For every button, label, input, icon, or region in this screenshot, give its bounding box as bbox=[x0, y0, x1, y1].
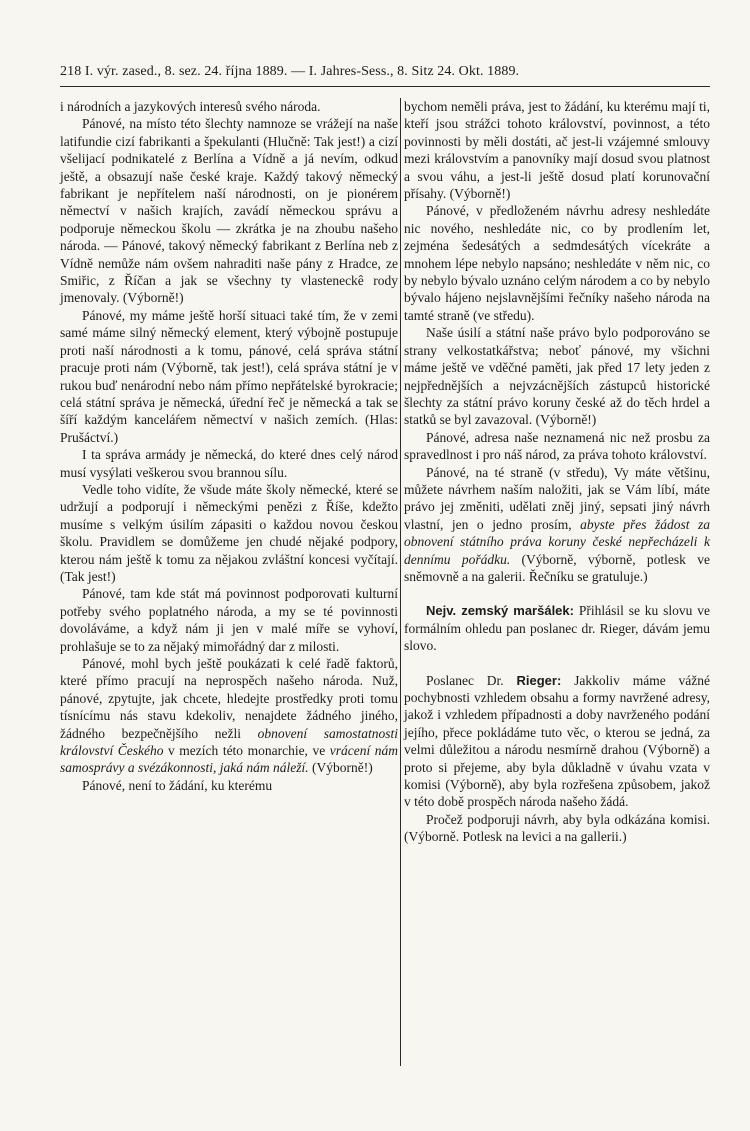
paragraph: Naše úsilí a státní naše právo bylo podporováno se strany velkostatkářstva; neboť pánové, my všichni máme ještě ve vděčné paměti, jak před 17 lety jeden z nejpřednějších a nejvzácnějších zástupců historické šlechty za státní právo koruny české až do těch hrdel a statků se byl zavazoval. (Výborně!) bbox=[404, 325, 710, 428]
paragraph: Pánové, není to žádání, ku kterému bbox=[82, 777, 273, 793]
header-rule bbox=[60, 86, 710, 87]
paragraph: Poslanec Dr. Rieger: Jakkoliv máme vážné pochybnosti vzhledem obsahu a formy navržené adresy, jakož i vzhledem případnosti a doby navrženého podání jejího, přece pokládáme tuto věc, o kterou se jedná, za velmi důležitou a národu nesmírně drahou (Výborně) a proto si přejeme, aby byla důkladně v úvahu vzata v komisi (Výborně), aby byla rozřešena způsobem, jakož v této době prospěch národa našeho žádá. bbox=[404, 672, 710, 810]
paragraph: Pánové, na té straně (v středu), Vy máte většinu, můžete návrhem naším naložiti, jak se Vám líbí, máte právo jej změniti, udělati zněj jiný, sepsati jiný návrh vlastní, jen o jedno prosím, abyste přes žádost za obnovení státního práva koruny české nepřecházeli k dennímu pořádku. (Výborně, výborně, potlesk ve sněmovně a na galerii. Řečníku se gratuluje.) bbox=[404, 464, 711, 584]
paragraph: Pročež podporuji návrh, aby byla odkázána komisi. (Výborně. Potlesk na levici a na gallerii.) bbox=[404, 811, 710, 845]
paragraph: Vedle toho vidíte, že všude máte školy německé, které se udržují a podporují i německými penězi z Říše, kdežto musíme s velkým úsilím zápasiti o každou novou českou školu. Pravidlem se domůžeme jen chudé nějaké podpory, kterou nám ještě k tomu za nějakou zvláštní koncesi vyčítají. (Tak jest!) bbox=[60, 481, 398, 584]
paragraph: Pánové, mohl bych ještě poukázati k celé řadě faktorů, které přímo pracují na neprospěch našeho národa. Nuž, pánové, zpytujte, jak chcete, hledejte prostředky proti tomu tísnícímu nás stavu kdekoliv, nenajdete žádného jiného, žádného bezpečnějšího nežli obnovení samostatnosti království Českého v mezích této monarchie, ve vrácení nám samosprávy a svézákonnosti, jaká nám náleží. (Výborně!) bbox=[60, 656, 398, 776]
paragraph: Pánové, na místo této šlechty namnoze se vrážejí na naše latifundie cizí fabrikanti a špekulanti (Hlučně: Tak jest!) a cizí všelijací podnikatelé z Berlína a Vídně a já nevím, odkud ještě, a obsazují naše české kraje. Každý takový německý fabrikant je nepřítelem naší národnosti, on je pionérem němectví v našich krajích, zavádí německou správu a podporuje německou školu — zkrátka je na zhoubu našeho národa. — Pánové, takový německý fabrikant z Berlína neb z Vídně nemůže nám ovšem nahraditi naše pány z Hradce, ze Smiřic, z Říčan a jak se všechny ty vlasteneckê rody jmenovaly. (Výborně!) bbox=[60, 116, 398, 306]
paragraph: Pánové, adresa naše neznamená nic než prosbu za spravedlnost i pro náš národ, za práva tohoto království. bbox=[404, 429, 710, 463]
left-column bbox=[60, 98, 398, 794]
paragraph: Pánové, v předloženém návrhu adresy neshledáte nic nového, neshledáte nic, co by prodlením let, zejména šedesátých a sedmdesátých vícekráte a mnohem lépe nebylo napsáno; neshledáte v něm nic, co by nebylo bývalo uznáno celým národem a co by nebylo bývalo hájeno nejslavnějšími řečníky našeho národa na tamté straně (ve středu). bbox=[404, 203, 710, 323]
speaker-name: Nejv. zemský maršálek: bbox=[426, 603, 574, 619]
right-column bbox=[404, 98, 710, 846]
italic-emphasis: abyste přes žádost za obnovení státního práva koruny české nepřecházeli k dennímu pořádku. bbox=[404, 516, 711, 567]
paragraph: I ta správa armády je německá, do které dnes celý národ musí vysýlati veškerou svou brannou sílu. bbox=[60, 447, 398, 480]
paragraph: Pánové, tam kde stát má povinnost podporovati kulturní potřeby svého poplatného národa, a my se té povinnosti dovoláváme, a když nám ji jen v malé míře se vyhoví, prohlašuje se to za nějaký mimořádný dar z milosti. bbox=[60, 586, 398, 654]
paragraph: bychom neměli práva, jest to žádání, ku kterému mají ti, kteří jsou strážci tohoto království, povinnost, a této povinnosti by měli dostáti, ač jest-li vzájemné smlouvy mezi královstvím a panovníky mají dosud svou platnost a svou váhu, a jest-li ještě dosud platí korunovační přísahy. (Výborně!) bbox=[404, 99, 710, 202]
paragraph: Nejv. zemský maršálek: Přihlásil se ku slovu ve formálním ohledu pan poslanec dr. Rieger, dávám jemu slovo. bbox=[404, 603, 710, 654]
paragraph: Pánové, my máme ještě horší situaci také tím, že v zemi samé máme silný německý element, který výbojně postupuje proti naší národnosti a k tomu, pánové, celá správa státní pracuje proti nám (Výborně, tak jest!), celá správa státní je v rukou buď nenárodní nebo nám přímo nepřátelské byrokracie; celá státní správa je německá, úřední řeč je německá a tak se šíří každým kanceláŕem němectví v našich zemích. (Hlas: Prušáctví.) bbox=[60, 307, 398, 445]
italic-emphasis: obnovení samostatnosti království Českého bbox=[60, 725, 398, 759]
running-header: 218 I. výr. zased., 8. sez. 24. října 1889. — I. Jahres-Sess., 8. Sitz 24. Okt. 1889. bbox=[60, 64, 520, 79]
italic-emphasis: vrácení nám samosprávy a svézákonnosti, jaká nám náleží. bbox=[60, 743, 398, 776]
column-divider bbox=[400, 98, 401, 1066]
paragraph: i národních a jazykových interesů svého národa. bbox=[60, 99, 321, 114]
speaker-name: Rieger: bbox=[516, 672, 562, 688]
